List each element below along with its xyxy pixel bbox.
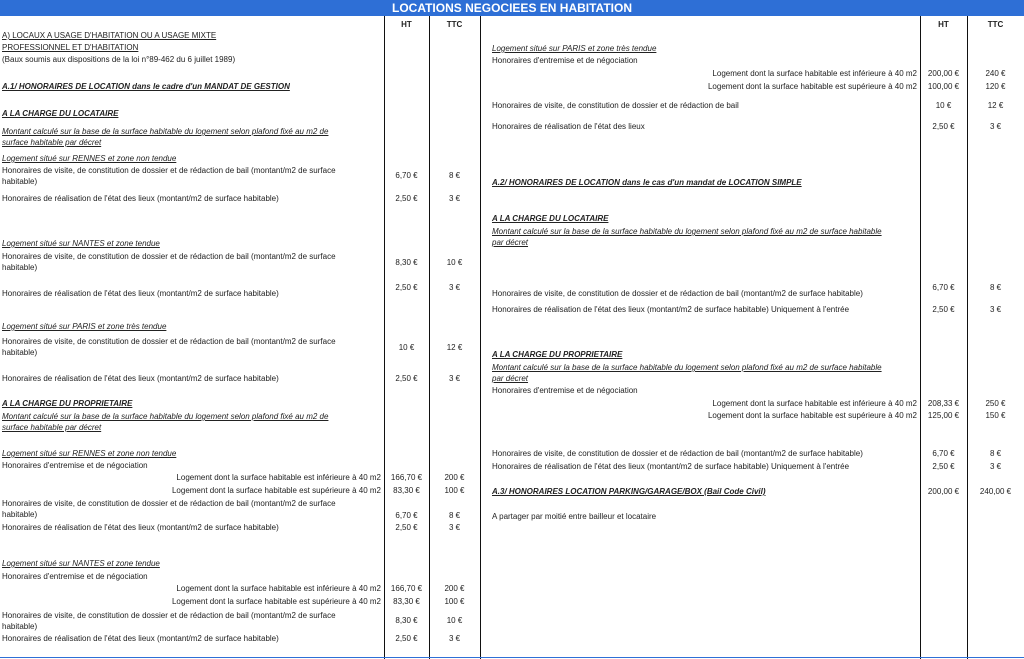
section-subtitle: A LA CHARGE DU LOCATAIRE [492,214,609,223]
value-ht: 208,33 € [927,399,960,408]
location-heading: Logement situé sur NANTES et zone tendue [2,559,160,568]
value-ht: 100,00 € [927,82,960,91]
value-ht: 8,30 € [395,616,418,625]
row-label: Logement dont la surface habitable est supérieure à 40 m2 [707,82,917,91]
value-ht: 8,30 € [395,258,418,267]
section-title: A.2/ HONORAIRES DE LOCATION dans le cas d'un mandat de LOCATION SIMPLE [492,178,802,187]
value-ttc: 100 € [444,486,465,495]
note-line: surface habitable par décret [2,423,102,432]
value-ttc: 3 € [448,374,461,383]
note-line: Montant calculé sur la base de la surface habitable du logement selon plafond fixé au m2 de [2,412,329,421]
value-ht: 2,50 € [395,374,418,383]
header-ht: HT [401,20,412,29]
value-ttc: 240,00 € [979,487,1012,496]
row-label: Honoraires de réalisation de l'état des lieux (montant/m2 de surface habitable) [2,374,279,383]
value-ttc: 8 € [989,449,1002,458]
value-ttc: 3 € [989,462,1002,471]
value-ttc: 8 € [448,511,461,520]
divider [0,657,1024,658]
value-ht: 83,30 € [393,597,420,606]
row-label: Honoraires de visite, de constitution de dossier et de rédaction de bail [492,101,739,110]
value-ttc: 100 € [444,597,465,606]
note-line: Montant calculé sur la base de la surface habitable du logement selon plafond fixé au m2 de surface habitable [492,227,882,236]
row-label: Logement dont la surface habitable est supérieure à 40 m2 [171,486,381,495]
intro-line: A) LOCAUX A USAGE D'HABITATION OU A USAGE MIXTE [2,31,217,40]
value-ttc: 3 € [448,283,461,292]
section-subtitle: A LA CHARGE DU PROPRIETAIRE [492,350,623,359]
value-ttc: 150 € [985,411,1006,420]
row-label: Honoraires de réalisation de l'état des lieux (montant/m2 de surface habitable) [2,289,279,298]
row-label: Honoraires de visite, de constitution de dossier et de rédaction de bail (montant/m2 de surface habitable) [492,449,863,458]
page-banner: LOCATIONS NEGOCIEES EN HABITATION [0,0,1024,16]
location-heading: Logement situé sur NANTES et zone tendue [2,239,160,248]
value-ttc: 3 € [448,194,461,203]
value-ht: 10 € [398,343,415,352]
row-label: Logement dont la surface habitable est inférieure à 40 m2 [176,584,381,593]
row-label: Logement dont la surface habitable est inférieure à 40 m2 [712,69,917,78]
divider [384,16,385,659]
divider [429,16,430,659]
note-line: Montant calculé sur la base de la surface habitable du logement selon plafond fixé au m2 de [2,127,329,136]
location-heading: Logement situé sur RENNES et zone non tendue [2,154,177,163]
row-label: Honoraires de réalisation de l'état des lieux (montant/m2 de surface habitable) [2,194,279,203]
value-ttc: 12 € [987,101,1004,110]
value-ht: 2,50 € [395,194,418,203]
row-label: habitable) [2,622,38,631]
note-line: par décret [492,374,529,383]
row-label: Honoraires de visite, de constitution de dossier et de rédaction de bail (montant/m2 de surface [2,337,336,346]
value-ht: 6,70 € [395,171,418,180]
value-ttc: 250 € [985,399,1006,408]
row-label: Logement dont la surface habitable est inférieure à 40 m2 [712,399,917,408]
section-subtitle: A LA CHARGE DU PROPRIETAIRE [2,399,133,408]
row-label: Honoraires d'entremise et de négociation [492,56,638,65]
value-ht: 200,00 € [927,69,960,78]
section-title: A.3/ HONORAIRES LOCATION PARKING/GARAGE/BOX (Bail Code Civil) [492,487,766,496]
value-ttc: 3 € [989,305,1002,314]
row-label: Honoraires de visite, de constitution de dossier et de rédaction de bail (montant/m2 de surface [2,611,336,620]
section-subtitle: A LA CHARGE DU LOCATAIRE [2,109,119,118]
row-label: Logement dont la surface habitable est supérieure à 40 m2 [171,597,381,606]
row-label: Honoraires de visite, de constitution de dossier et de rédaction de bail (montant/m2 de surface [2,499,336,508]
row-label: Logement dont la surface habitable est inférieure à 40 m2 [176,473,381,482]
value-ht: 83,30 € [393,486,420,495]
value-ttc: 200 € [444,473,465,482]
row-label: Honoraires de visite, de constitution de dossier et de rédaction de bail (montant/m2 de surface [2,166,336,175]
value-ht: 2,50 € [395,523,418,532]
row-label: Honoraires de réalisation de l'état des lieux [492,122,645,131]
value-ht: 6,70 € [395,511,418,520]
value-ht: 10 € [935,101,952,110]
intro-line: PROFESSIONNEL ET D'HABITATION [2,43,139,52]
section-title: A.1/ HONORAIRES DE LOCATION dans le cadre d'un MANDAT DE GESTION [2,82,290,91]
row-label: habitable) [2,263,38,272]
header-ht: HT [938,20,949,29]
location-heading: Logement situé sur PARIS et zone très tendue [2,322,167,331]
row-label: Honoraires d'entremise et de négociation [492,386,638,395]
row-label: Honoraires de réalisation de l'état des lieux (montant/m2 de surface habitable) Uniquement à l'entrée [492,462,850,471]
row-label: A partager par moitié entre bailleur et locataire [492,512,657,521]
value-ht: 2,50 € [932,462,955,471]
note-line: par décret [492,238,529,247]
divider [480,16,481,659]
value-ttc: 12 € [446,343,463,352]
value-ttc: 3 € [989,122,1002,131]
value-ht: 6,70 € [932,283,955,292]
row-label: Honoraires de visite, de constitution de dossier et de rédaction de bail (montant/m2 de surface habitable) [492,289,863,298]
value-ht: 200,00 € [927,487,960,496]
value-ht: 2,50 € [932,305,955,314]
value-ttc: 240 € [985,69,1006,78]
value-ht: 2,50 € [395,634,418,643]
divider [967,16,968,659]
value-ht: 125,00 € [927,411,960,420]
row-label: Honoraires d'entremise et de négociation [2,572,148,581]
divider [920,16,921,659]
value-ht: 2,50 € [395,283,418,292]
intro-line: (Baux soumis aux dispositions de la loi n°89-462 du 6 juillet 1989) [2,55,236,64]
value-ttc: 3 € [448,523,461,532]
location-heading: Logement situé sur PARIS et zone très tendue [492,44,657,53]
note-line: Montant calculé sur la base de la surface habitable du logement selon plafond fixé au m2 de surface habitable [492,363,882,372]
row-label: habitable) [2,177,38,186]
value-ttc: 8 € [989,283,1002,292]
value-ht: 166,70 € [390,584,423,593]
value-ttc: 3 € [448,634,461,643]
row-label: Honoraires de réalisation de l'état des lieux (montant/m2 de surface habitable) [2,634,279,643]
row-label: habitable) [2,510,38,519]
note-line: surface habitable par décret [2,138,102,147]
row-label: Logement dont la surface habitable est supérieure à 40 m2 [707,411,917,420]
value-ttc: 200 € [444,584,465,593]
row-label: habitable) [2,348,38,357]
value-ttc: 120 € [985,82,1006,91]
row-label: Honoraires d'entremise et de négociation [2,461,148,470]
header-ttc: TTC [446,20,463,29]
value-ht: 166,70 € [390,473,423,482]
row-label: Honoraires de réalisation de l'état des lieux (montant/m2 de surface habitable) Uniquement à l'entrée [492,305,850,314]
location-heading: Logement situé sur RENNES et zone non tendue [2,449,177,458]
value-ht: 2,50 € [932,122,955,131]
row-label: Honoraires de visite, de constitution de dossier et de rédaction de bail (montant/m2 de surface [2,252,336,261]
value-ttc: 8 € [448,171,461,180]
value-ttc: 10 € [446,258,463,267]
row-label: Honoraires de réalisation de l'état des lieux (montant/m2 de surface habitable) [2,523,279,532]
value-ht: 6,70 € [932,449,955,458]
header-ttc: TTC [987,20,1004,29]
value-ttc: 10 € [446,616,463,625]
